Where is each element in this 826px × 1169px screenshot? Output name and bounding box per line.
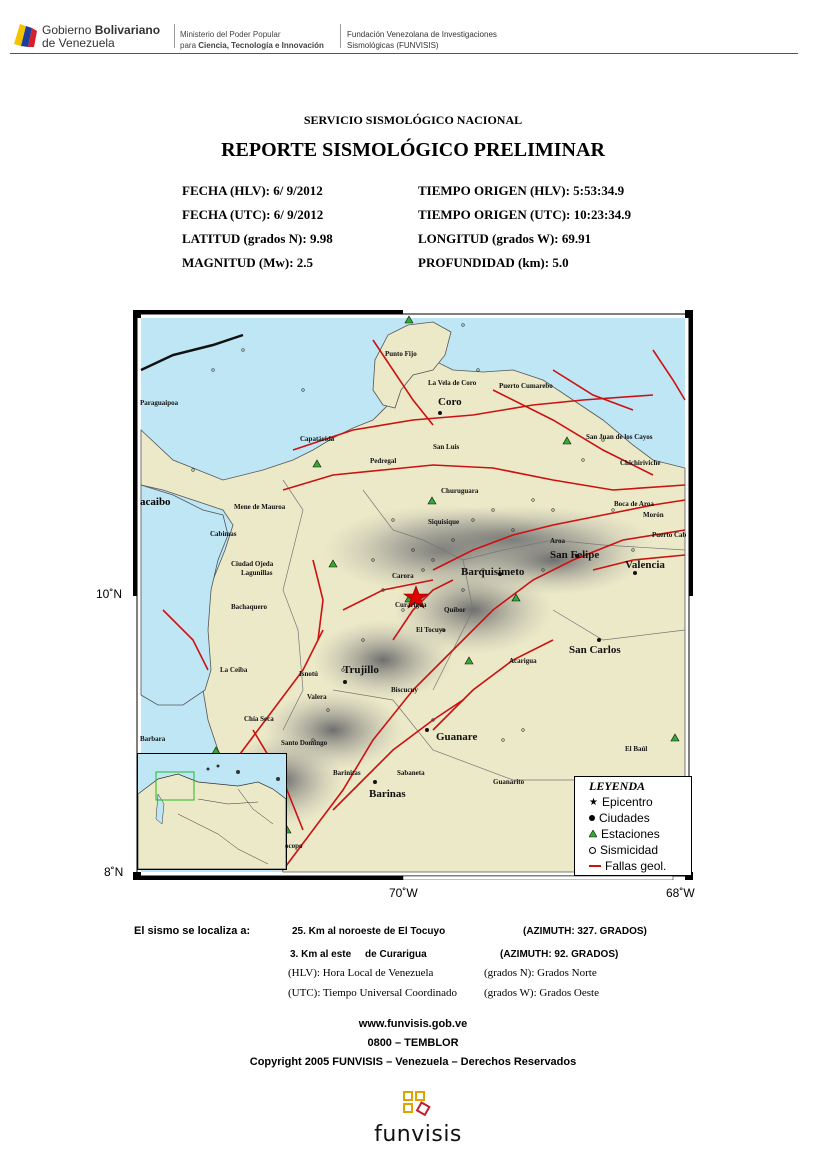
header-divider bbox=[340, 24, 341, 48]
legend-estaciones bbox=[589, 826, 691, 842]
longitud: LONGITUD (grados W): 69.91 bbox=[418, 231, 592, 246]
label-valera: Valera bbox=[307, 693, 327, 701]
fecha-utc: FECHA (UTC): 6/ 9/2012 bbox=[182, 207, 324, 222]
label-barquisimeto: Barquisimeto bbox=[461, 566, 525, 578]
legend-ciudades bbox=[589, 810, 691, 826]
label-biscucuy: Biscucuy bbox=[391, 686, 418, 694]
label-mene: Mene de Mauroa bbox=[234, 503, 286, 511]
label-puerto-cab: Puerto Cab bbox=[652, 531, 687, 539]
gov-name-line2: de Venezuela bbox=[42, 36, 115, 50]
ministry-text bbox=[180, 29, 324, 51]
label-churuguara: Churuguara bbox=[441, 487, 479, 495]
label-san-felipe: San Felipe bbox=[550, 549, 600, 561]
label-carora: Carora bbox=[392, 572, 414, 580]
label-curarigua: Curarigua bbox=[395, 601, 427, 609]
map-legend bbox=[574, 776, 692, 876]
ministry-line2b: Ciencia, Tecnología e Innovación bbox=[198, 41, 324, 50]
label-paraguaipoa: Paraguaipoa bbox=[140, 399, 179, 407]
label-capatarida: Capatárida bbox=[300, 435, 335, 443]
label-santo-domingo: Santo Domingo bbox=[281, 739, 328, 747]
circle-icon bbox=[589, 847, 596, 854]
label-bachaquero: Bachaquero bbox=[231, 603, 268, 611]
label-socopo: ocopo bbox=[285, 842, 303, 850]
city-dot-icon bbox=[589, 815, 595, 821]
header-rule bbox=[10, 53, 798, 54]
label-coro: Coro bbox=[438, 396, 462, 408]
legend-ciudades-label: Ciudades bbox=[599, 811, 650, 825]
label-el-baul: El Baúl bbox=[625, 745, 648, 753]
label-guanare: Guanare bbox=[436, 731, 478, 743]
def-utc: (UTC): Tiempo Universal Coordinado bbox=[288, 987, 457, 999]
label-valencia: Valencia bbox=[625, 559, 665, 571]
funvisis-logo-icon bbox=[402, 1090, 436, 1124]
magnitud: MAGNITUD (Mw): 2.5 bbox=[182, 255, 314, 270]
label-sabaneta: Sabaneta bbox=[397, 769, 425, 777]
foundation-text bbox=[347, 29, 497, 51]
star-icon: ★ bbox=[589, 796, 598, 808]
tiempo-hlv: TIEMPO ORIGEN (HLV): 5:53:34.9 bbox=[418, 183, 625, 198]
latitud: LATITUD (grados N): 9.98 bbox=[182, 231, 333, 246]
tiempo-utc: TIEMPO ORIGEN (UTC): 10:23:34.9 bbox=[418, 207, 632, 222]
phone: 0800 – TEMBLOR bbox=[367, 1037, 459, 1049]
header bbox=[0, 0, 826, 60]
axis-lat-10n: 10˚N bbox=[96, 587, 123, 601]
label-acarigua: Acarigua bbox=[509, 657, 537, 665]
label-boca-aroa: Boca de Aroa bbox=[614, 500, 654, 508]
def-hlv: (HLV): Hora Local de Venezuela bbox=[288, 967, 434, 979]
gov-name-b: Bolivariano bbox=[94, 23, 161, 37]
legend-epicentro-label: Epicentro bbox=[601, 795, 653, 809]
web-link[interactable]: www.funvisis.gob.ve bbox=[358, 1018, 468, 1030]
label-la-vela: La Vela de Coro bbox=[428, 379, 477, 387]
label-chichiriviche: Chichiriviche bbox=[620, 459, 661, 467]
fault-line-icon bbox=[589, 865, 601, 867]
label-trujillo: Trujillo bbox=[343, 664, 379, 676]
legend-epicentro bbox=[589, 794, 691, 810]
location-line1: 25. Km al noroeste de El Tocuyo bbox=[292, 926, 446, 937]
axis-lon-68w: 68˚W bbox=[666, 886, 695, 900]
copyright: Copyright 2005 FUNVISIS – Venezuela – Derechos Reservados bbox=[249, 1056, 577, 1068]
legend-title: LEYENDA bbox=[589, 779, 646, 793]
profundidad: PROFUNDIDAD (km): 5.0 bbox=[418, 255, 569, 270]
label-barinitas: Barinitas bbox=[333, 769, 361, 777]
location-intro: El sismo se localiza a: bbox=[134, 925, 251, 937]
gov-name-a: Gobierno bbox=[42, 23, 92, 37]
label-barbara: Barbara bbox=[140, 735, 166, 743]
report-title: REPORTE SISMOLÓGICO PRELIMINAR bbox=[221, 139, 605, 161]
fecha-hlv: FECHA (HLV): 6/ 9/2012 bbox=[182, 183, 323, 198]
ministry-line1: Ministerio del Poder Popular bbox=[180, 30, 281, 39]
venezuela-flag-icon bbox=[12, 22, 38, 48]
foundation-line1: Fundación Venezolana de Investigaciones bbox=[347, 30, 497, 39]
label-isnotu: Isnotú bbox=[299, 670, 319, 678]
location-az1: (AZIMUTH: 327. GRADOS) bbox=[523, 926, 647, 937]
ministry-line2a: para bbox=[180, 41, 197, 50]
axis-lat-8n: 8˚N bbox=[104, 865, 124, 879]
label-moron: Morón bbox=[643, 511, 664, 519]
legend-fallas bbox=[589, 858, 691, 874]
label-barinas: Barinas bbox=[369, 788, 406, 800]
def-w: (grados W): Grados Oeste bbox=[484, 987, 599, 999]
legend-fallas-label: Fallas geol. bbox=[605, 859, 667, 873]
map-frame bbox=[133, 310, 693, 880]
label-la-ceiba: La Ceiba bbox=[220, 666, 248, 674]
label-siquisique: Siquisique bbox=[428, 518, 460, 526]
funvisis-logo bbox=[368, 1088, 468, 1158]
label-maracaibo: acaibo bbox=[140, 496, 171, 508]
label-lagunillas: Lagunillas bbox=[241, 569, 273, 577]
legend-sismicidad-label: Sismicidad bbox=[600, 843, 659, 857]
triangle-icon bbox=[589, 830, 597, 838]
label-guanarito: Guanarito bbox=[493, 778, 525, 786]
funvisis-logo-text: funvisis bbox=[374, 1122, 462, 1147]
label-chia-seca: Chía Seca bbox=[244, 715, 274, 723]
header-divider bbox=[174, 24, 175, 48]
label-el-tocuyo: El Tocuyo bbox=[416, 626, 446, 634]
label-puerto-cumarebo: Puerto Cumarebo bbox=[499, 382, 553, 390]
label-san-carlos: San Carlos bbox=[569, 644, 621, 656]
label-ciudad-ojeda: Ciudad Ojeda bbox=[231, 560, 274, 568]
label-pedregal: Pedregal bbox=[370, 457, 397, 465]
location-az2: (AZIMUTH: 92. GRADOS) bbox=[500, 949, 619, 960]
gov-logo-text bbox=[42, 24, 160, 50]
foundation-line2: Sismológicas (FUNVISIS) bbox=[347, 41, 439, 50]
label-cabimas: Cabimas bbox=[210, 530, 237, 538]
location-line2: 3. Km al este de Curarigua bbox=[290, 949, 427, 960]
label-san-luis: San Luis bbox=[433, 443, 460, 451]
def-n: (grados N): Grados Norte bbox=[484, 967, 597, 979]
label-quibor: Quíbor bbox=[444, 606, 466, 614]
label-san-juan: San Juan de los Cayos bbox=[586, 433, 653, 441]
legend-estaciones-label: Estaciones bbox=[601, 827, 660, 841]
service-title: SERVICIO SISMOLÓGICO NACIONAL bbox=[303, 113, 523, 127]
legend-sismicidad bbox=[589, 842, 691, 858]
inset-map bbox=[137, 753, 287, 870]
label-aroa: Aroa bbox=[550, 537, 566, 545]
axis-lon-70w: 70˚W bbox=[389, 886, 418, 900]
label-punto-fijo: Punto Fijo bbox=[385, 350, 417, 358]
